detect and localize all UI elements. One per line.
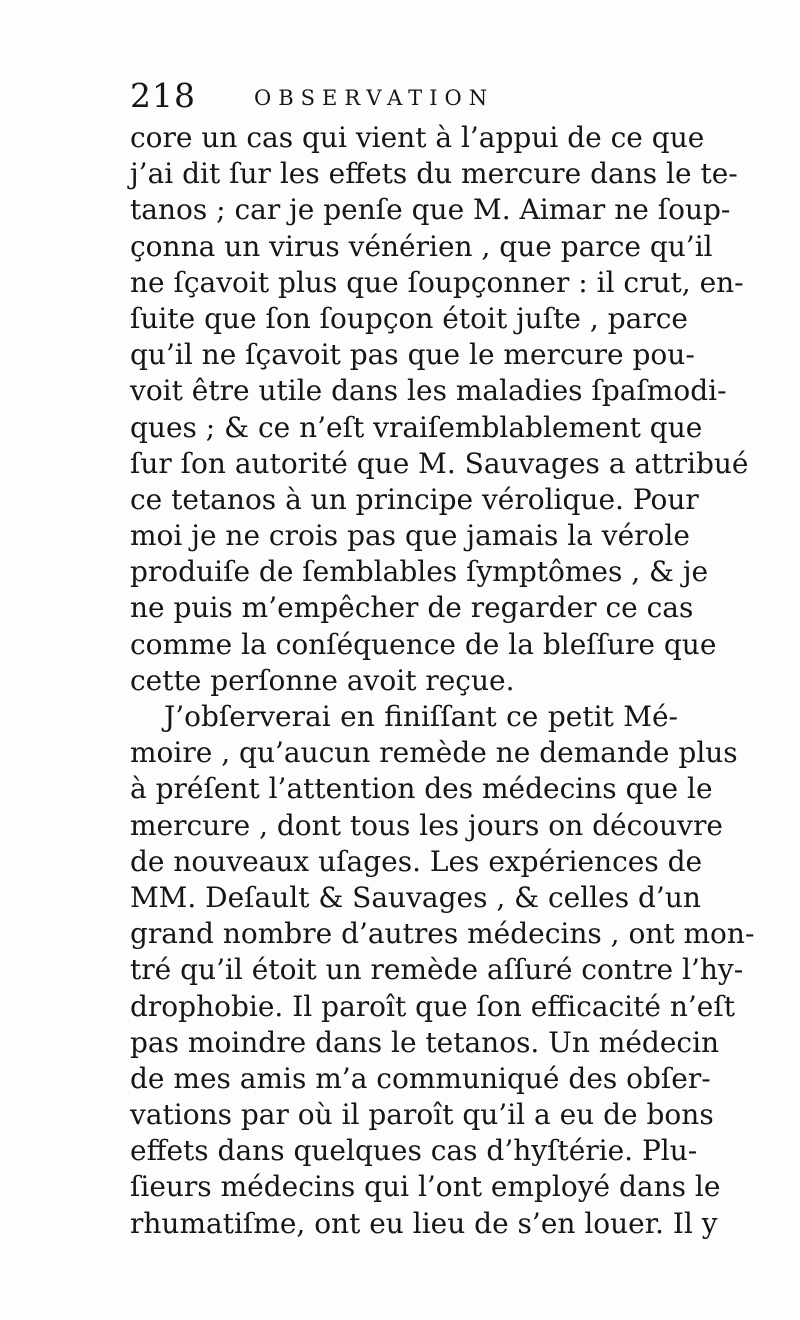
text-line: mercure , dont tous les jours on découvre [130,808,723,842]
text-line: vations par où il paroît qu’il a eu de bons [130,1098,714,1132]
text-line: moi je ne crois pas que jamais la vérole [130,519,690,553]
text-line: comme la conſéquence de la bleſſure que [130,627,717,661]
page-header [130,72,690,120]
text-line: tré qu’il étoit un remède aſſuré contre l’hy- [130,953,744,987]
text-line: de mes amis m’a communiqué des obſer- [130,1061,711,1095]
body-text [130,120,755,1242]
text-line: j’ai dit ſur les effets du mercure dans le te- [130,157,738,191]
text-line: MM. Deſault & Sauvages , & celles d’un [130,880,701,914]
text-line: de nouveaux uſages. Les expériences de [130,844,703,878]
text-line: ſieurs médecins qui l’ont employé dans le [130,1170,721,1204]
text-line: qu’il ne ſçavoit pas que le mercure pou- [130,338,695,372]
text-line: produiſe de ſemblables ſymptômes , & je [130,555,709,589]
text-line: ques ; & ce n’eſt vraiſemblablement que [130,410,703,444]
text-line: rhumatiſme, ont eu lieu de s’en louer. Il y [130,1206,718,1240]
text-line: drophobie. Il paroît que ſon efficacité n’eſt [130,989,735,1023]
text-line: ſuite que ſon ſoupçon étoit juſte , parce [130,301,688,335]
running-title: observation [254,78,495,113]
text-line: ſur ſon autorité que M. Sauvages a attribué [130,446,749,480]
page-number: 218 [130,76,196,115]
text-line: core un cas qui vient à l’appui de ce que [130,121,705,154]
text-line: çonna un virus vénérien , que parce qu’il [130,229,713,263]
text-line: ne puis m’empêcher de regarder ce cas [130,591,694,625]
text-line: moire , qu’aucun remède ne demande plus [130,736,738,770]
paragraph-start-line: J’obſerverai en finiſſant ce petit Mé- [164,700,678,733]
text-line: tanos ; car je penſe que M. Aimar ne ſoup- [130,193,731,227]
text-line: grand nombre d’autres médecins , ont mon- [130,917,755,951]
text-line: voit être utile dans les maladies ſpaſmodi- [130,374,727,408]
text-line: à préſent l’attention des médecins que le [130,772,713,806]
text-line: ne ſçavoit plus que ſoupçonner : il crut, en- [130,265,744,299]
text-line: pas moindre dans le tetanos. Un médecin [130,1025,720,1059]
text-line: ce tetanos à un principe vérolique. Pour [130,482,699,516]
paragraph-end-line: cette perſonne avoit reçue. [130,663,515,697]
text-line: effets dans quelques cas d’hyſtérie. Plu- [130,1134,698,1168]
